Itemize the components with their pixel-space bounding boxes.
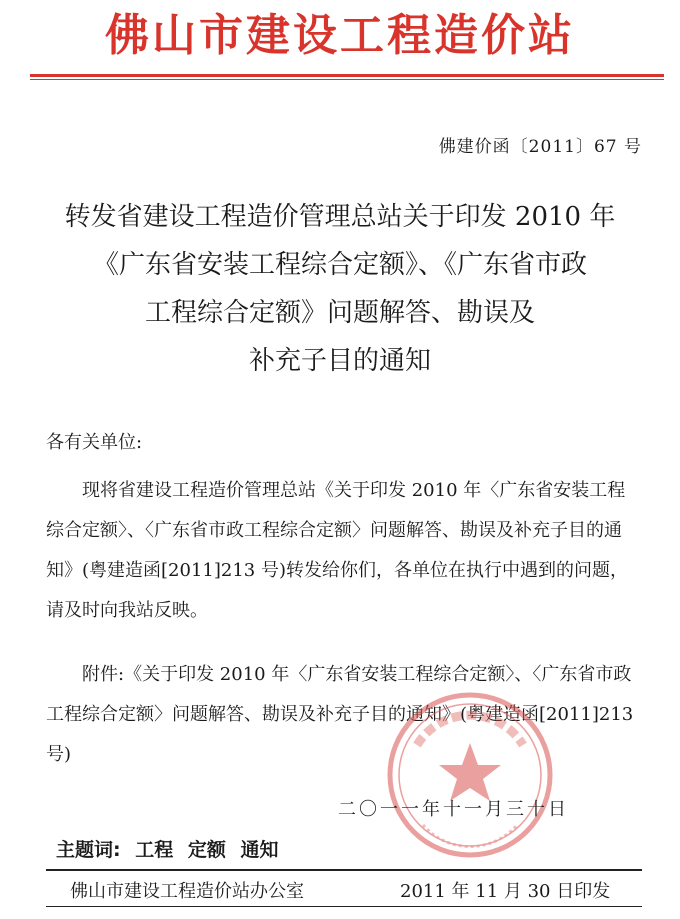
footer-rule <box>46 869 642 871</box>
keyword-item: 通知 <box>240 839 279 861</box>
keyword-item: 定额 <box>187 839 226 861</box>
subject-keywords <box>56 835 287 862</box>
seal-serial-arc <box>423 825 517 847</box>
letterhead-red-rule-thin <box>30 79 664 80</box>
footer-rule-bottom <box>46 906 642 907</box>
footer-print-date: 2011 年 11 月 30 日印发 <box>400 881 611 902</box>
footer-issuing-office: 佛山市建设工程造价站办公室 <box>70 881 304 902</box>
keyword-item: 工程 <box>135 839 174 861</box>
letterhead-red-rule <box>30 74 664 77</box>
keywords-label: 主题词: <box>56 839 121 861</box>
title-line: 《广东省安装工程综合定额》、《广东省市政 <box>92 250 587 280</box>
body-paragraph: 现将省建设工程造价管理总站《关于印发 2010 年〈广东省安装工程综合定额〉、〈广东省市政工程综合定额〉问题解答、勘误及补充子目的通知》(粤建造函[2011]213 号)转发给你们，各单位在执行中遇到的问题，请及时向我站反映。 <box>46 480 628 621</box>
title-line: 转发省建设工程造价管理总站关于印发 2010 年 <box>64 202 616 232</box>
title-line: 工程综合定额》问题解答、勘误及 <box>144 298 535 328</box>
seal-text-arc <box>417 715 523 745</box>
letterhead-org-name: 佛山市建设工程造价站 <box>105 10 575 61</box>
salutation: 各有关单位: <box>46 432 143 453</box>
document-number: 佛建价函〔2011〕67 号 <box>438 137 642 157</box>
attachment-paragraph: 附件:《关于印发 2010 年〈广东省安装工程综合定额〉、〈广东省市政工程综合定额〉问题解答、勘误及补充子目的通知》(粤建造函[2011]213 号) <box>46 664 634 765</box>
seal-star-icon <box>439 743 501 801</box>
issue-date: 二〇一一年十一月三十日 <box>338 799 569 820</box>
official-seal-stamp <box>375 685 565 865</box>
title-line: 补充子目的通知 <box>248 346 431 376</box>
